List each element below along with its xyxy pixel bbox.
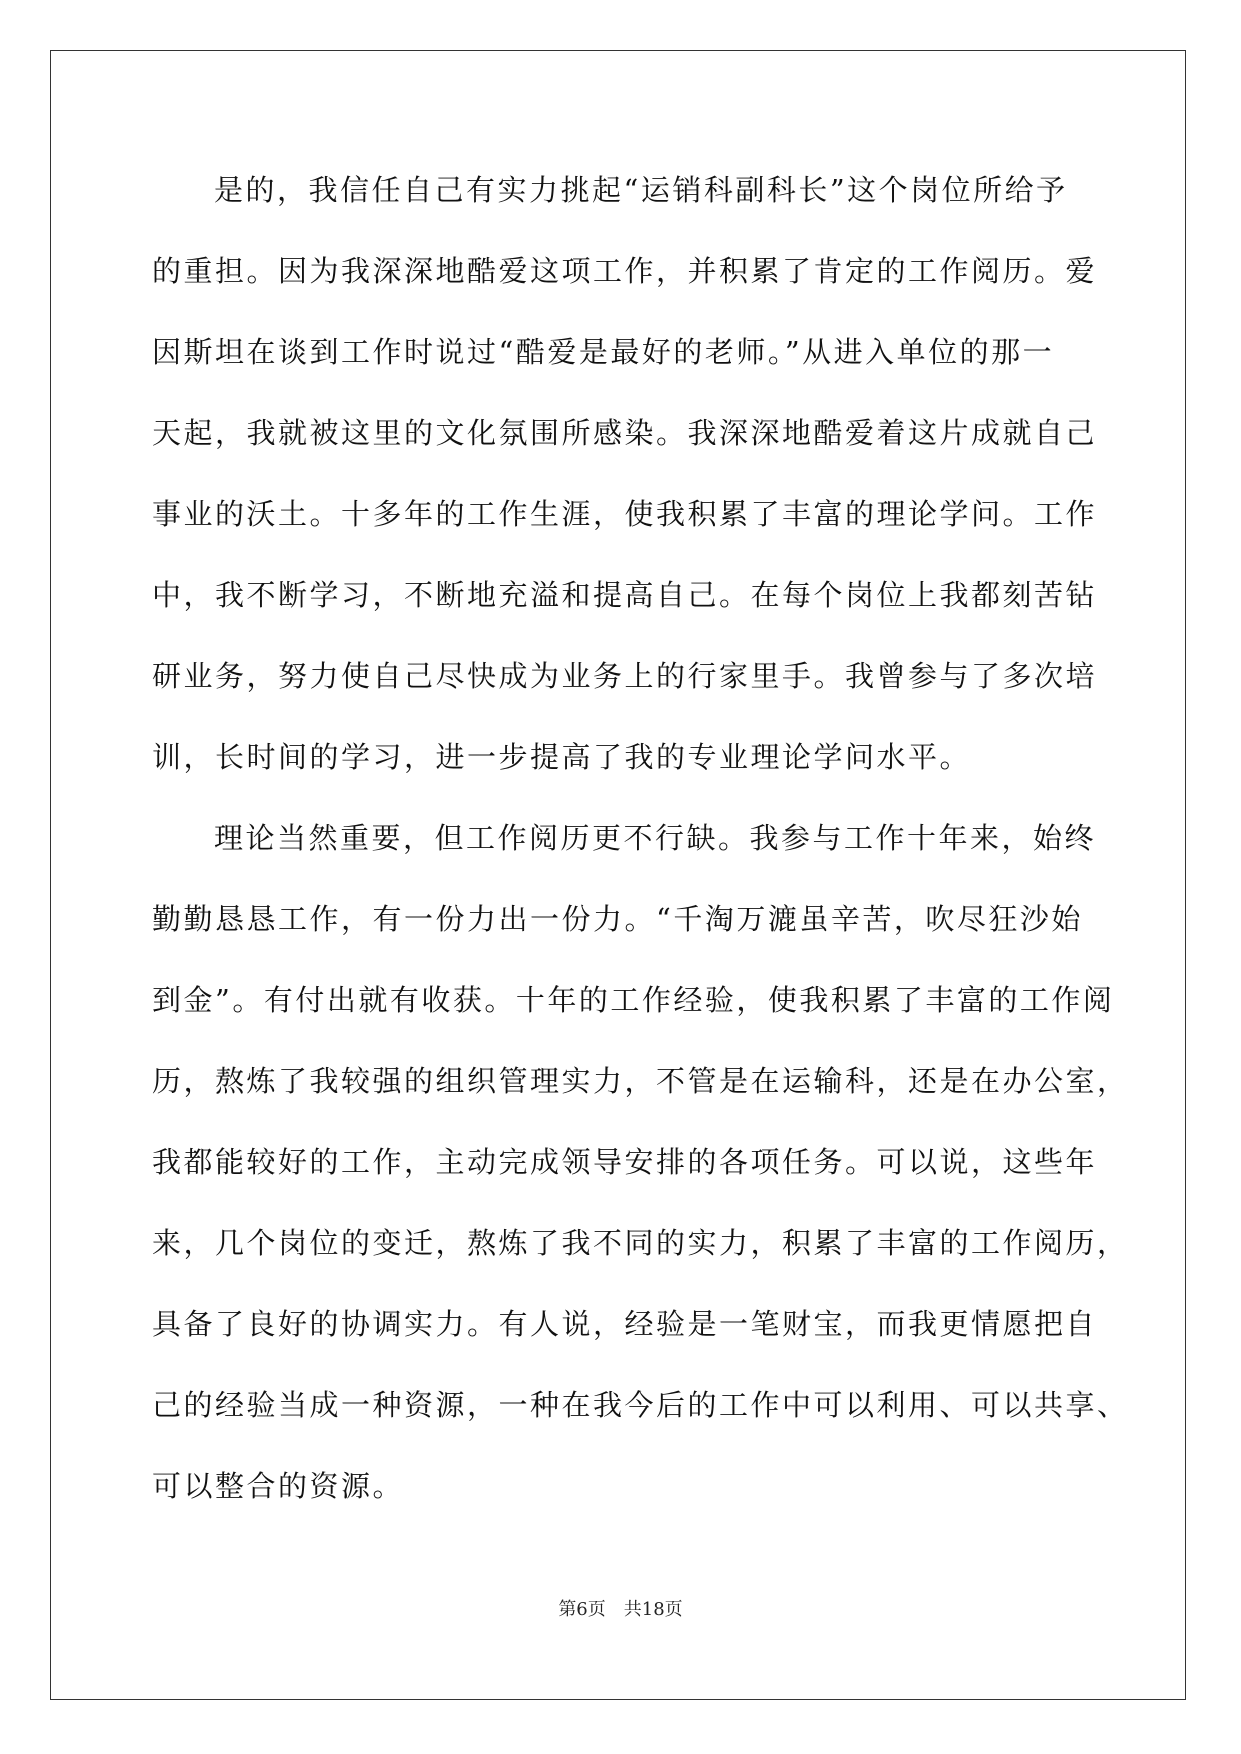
text-line: 到金”。有付出就有收获。十年的工作经验，使我积累了丰富的工作阅 <box>152 983 1115 1017</box>
text-line: 历，熬炼了我较强的组织管理实力，不管是在运输科，还是在办公室， <box>152 1064 1129 1098</box>
text-line: 事业的沃土。十多年的工作生涯，使我积累了丰富的理论学问。工作 <box>152 497 1098 531</box>
text-line: 具备了良好的协调实力。有人说，经验是一笔财宝，而我更情愿把自 <box>152 1307 1098 1341</box>
text-line: 因斯坦在谈到工作时说过“酷爱是最好的老师。”从进入单位的那一 <box>152 335 1055 369</box>
text-line: 中，我不断学习，不断地充溢和提高自己。在每个岗位上我都刻苦钻 <box>152 578 1098 612</box>
text-line: 是的，我信任自己有实力挑起“运销科副科长”这个岗位所给予 <box>214 173 1068 207</box>
text-line: 理论当然重要，但工作阅历更不行缺。我参与工作十年来，始终 <box>214 821 1097 855</box>
text-line: 可以整合的资源。 <box>152 1469 405 1503</box>
text-line: 己的经验当成一种资源，一种在我今后的工作中可以利用、可以共享、 <box>152 1388 1129 1422</box>
document-body <box>152 160 1129 1537</box>
text-line: 天起，我就被这里的文化氛围所感染。我深深地酷爱着这片成就自己 <box>152 416 1098 450</box>
text-line: 的重担。因为我深深地酷爱这项工作，并积累了肯定的工作阅历。爱 <box>152 254 1098 288</box>
text-line: 我都能较好的工作，主动完成领导安排的各项任务。可以说，这些年 <box>152 1145 1098 1179</box>
text-line: 来，几个岗位的变迁，熬炼了我不同的实力，积累了丰富的工作阅历， <box>152 1226 1129 1260</box>
text-line: 训，长时间的学习，进一步提高了我的专业理论学问水平。 <box>152 740 972 774</box>
text-line: 勤勤恳恳工作，有一份力出一份力。“千淘万漉虽辛苦，吹尽狂沙始 <box>152 902 1083 936</box>
page-number: 第6页 共18页 <box>558 1599 683 1620</box>
text-line: 研业务，努力使自己尽快成为业务上的行家里手。我曾参与了多次培 <box>152 659 1098 693</box>
